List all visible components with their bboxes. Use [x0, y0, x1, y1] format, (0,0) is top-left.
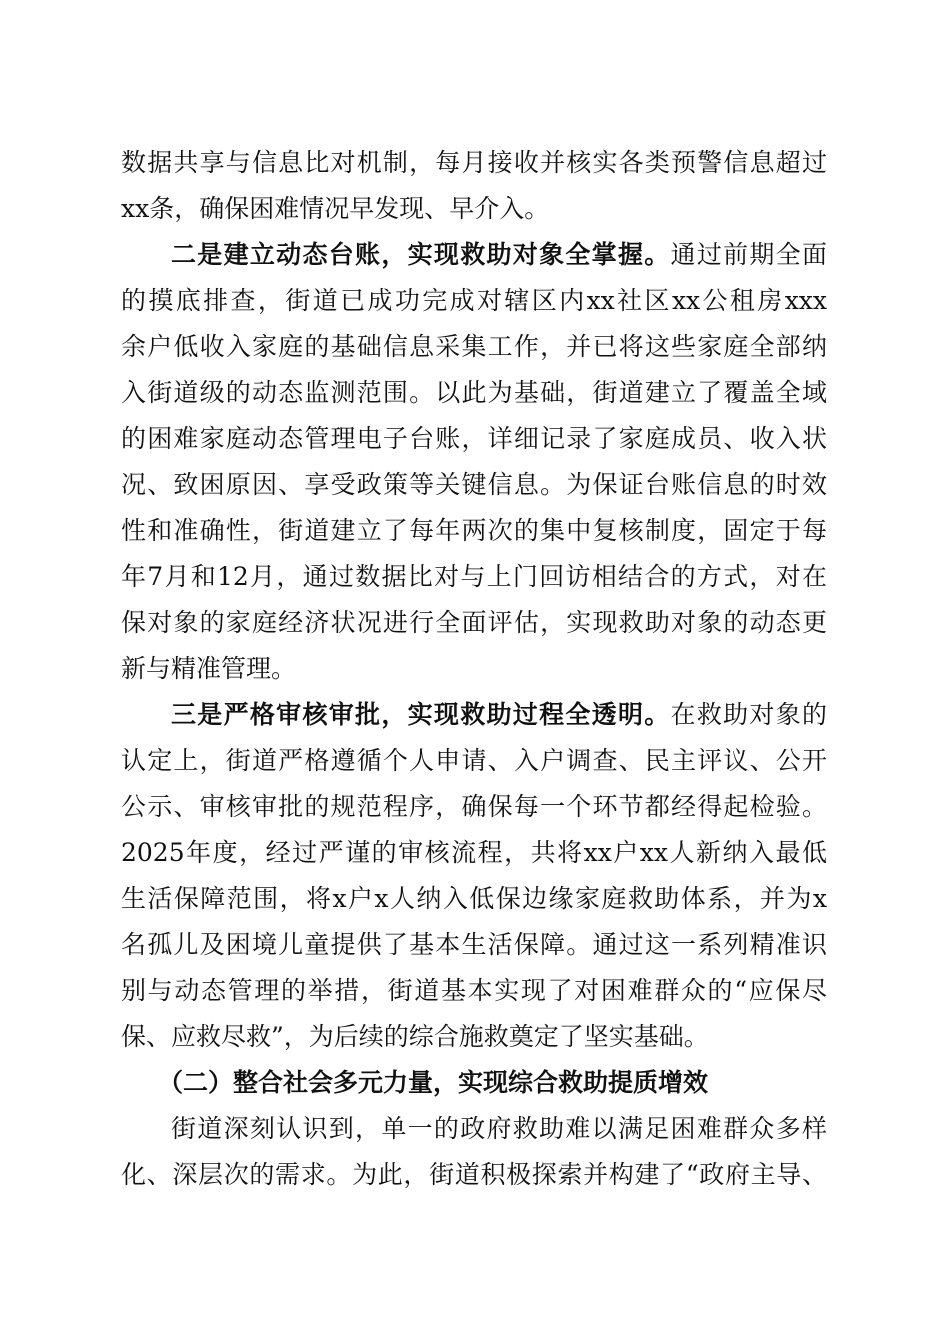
line-text: 街道深刻认识到，单一的政府救助难以满足困难群众多样 [171, 1114, 827, 1143]
paragraph-line [121, 511, 827, 551]
paragraph-line [121, 603, 827, 643]
line-text: 数据共享与信息比对机制，每月接收并核实各类预警信息超过 [121, 148, 827, 177]
section-heading-text: （二）整合社会多元力量，实现综合救助提质增效 [158, 1068, 709, 1097]
line-text: 化、深层次的需求。为此，街道积极探索并构建了“政府主导、 [121, 1160, 827, 1189]
line-text: 年7月和12月，通过数据比对与上门回访相结合的方式，对在 [121, 562, 827, 591]
line-text: 在救助对象的 [670, 700, 827, 729]
line-text: 别与动态管理的举措，街道基本实现了对困难群众的“应保尽 [121, 976, 827, 1005]
paragraph-line [121, 373, 827, 413]
line-text: xx条，确保困难情况早发现、早介入。 [121, 194, 550, 223]
line-text: 入街道级的动态监测范围。以此为基础，街道建立了覆盖全域 [121, 378, 827, 407]
paragraph-line [121, 787, 827, 827]
line-text: 公示、审核审批的规范程序，确保每一个环节都经得起检验。 [121, 792, 827, 821]
line-text: 保、应救尽救”，为后续的综合施救奠定了坚实基础。 [121, 1022, 709, 1051]
paragraph-line [121, 741, 827, 781]
paragraph-heading-line [171, 695, 827, 735]
line-text: 余户低收入家庭的基础信息采集工作，并已将这些家庭全部纳 [121, 332, 827, 361]
line-text: 况、致困原因、享受政策等关键信息。为保证台账信息的时效 [121, 470, 827, 499]
paragraph-line [121, 189, 827, 229]
paragraph-line [121, 971, 827, 1011]
paragraph-heading-line [171, 235, 827, 275]
line-text: 的摸底排查，街道已成功完成对辖区内xx社区xx公租房xxx [121, 286, 827, 315]
line-text: 生活保障范围，将x户x人纳入低保边缘家庭救助体系，并为x [121, 884, 827, 913]
paragraph-line [121, 879, 827, 919]
paragraph-line [121, 143, 827, 183]
paragraph-line [121, 833, 827, 873]
paragraph-line [171, 1109, 827, 1149]
paragraph-line [121, 1017, 827, 1057]
line-text: 2025年度，经过严谨的审核流程，共将xx户xx人新纳入最低 [121, 838, 827, 867]
paragraph-line [121, 925, 827, 965]
paragraph-line [121, 557, 827, 597]
line-text: 的困难家庭动态管理电子台账，详细记录了家庭成员、收入状 [121, 424, 827, 453]
line-text: 新与精准管理。 [121, 654, 297, 683]
section-heading [158, 1063, 827, 1103]
line-text: 保对象的家庭经济状况进行全面评估，实现救助对象的动态更 [121, 608, 827, 637]
paragraph-line [121, 419, 827, 459]
paragraph-line [121, 649, 827, 689]
line-text: 通过前期全面 [670, 240, 827, 269]
bold-lead-text: 二是建立动态台账，实现救助对象全掌握。 [171, 240, 671, 269]
paragraph-line [121, 327, 827, 367]
line-text: 认定上，街道严格遵循个人申请、入户调查、民主评议、公开 [121, 746, 827, 775]
line-text: 性和准确性，街道建立了每年两次的集中复核制度，固定于每 [121, 516, 827, 545]
paragraph-line [121, 281, 827, 321]
bold-lead-text: 三是严格审核审批，实现救助过程全透明。 [171, 700, 671, 729]
line-text: 名孤儿及困境儿童提供了基本生活保障。通过这一系列精准识 [121, 930, 827, 959]
paragraph-line [121, 1155, 827, 1195]
paragraph-line [121, 465, 827, 505]
